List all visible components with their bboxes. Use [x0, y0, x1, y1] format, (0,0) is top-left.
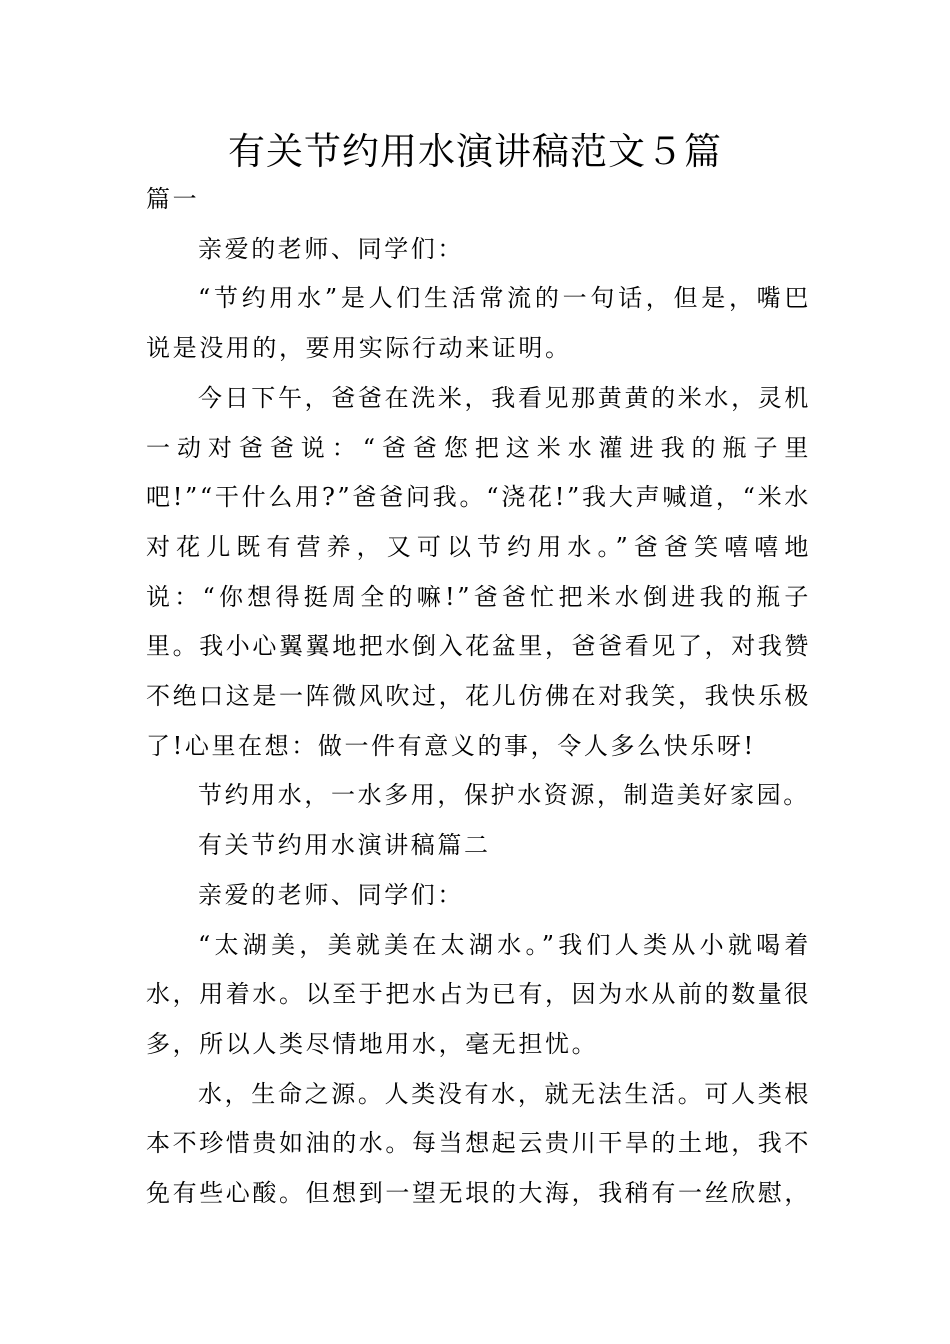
document-body [146, 175, 811, 1219]
paragraph: “节约用水”是人们生活常流的一句话，但是，嘴巴说是没用的，要用实际行动来证明。 [146, 284, 811, 363]
paragraph: “太湖美，美就美在太湖水。”我们人类从小就喝着水，用着水。以至于把水占为已有，因为水从前的数量很多，所以人类尽情地用水，毫无担忧。 [146, 930, 811, 1058]
section-heading: 篇一 [146, 185, 200, 213]
paragraph: 今日下午，爸爸在洗米，我看见那黄黄的米水，灵机一动对爸爸说：“爸爸您把这米水灌进我的瓶子里吧!”“干什么用?”爸爸问我。“浇花!”我大声喊道，“米水对花儿既有营养，又可以节约用水。”爸爸笑嘻嘻地说：“你想得挺周全的嘛!”爸爸忙把米水倒进我的瓶子里。我小心翼翼地把水倒入花盆里，爸爸看见了，对我赞不绝口这是一阵微风吹过，花儿仿佛在对我笑，我快乐极了!心里在想：做一件有意义的事，令人多么快乐呀! [146, 383, 811, 760]
salutation: 亲爱的老师、同学们： [198, 880, 464, 909]
section-heading: 有关节约用水演讲稿篇二 [198, 831, 491, 860]
document-title: 有关节约用水演讲稿范文５篇 [228, 130, 722, 173]
salutation: 亲爱的老师、同学们： [198, 234, 464, 263]
paragraph: 节约用水，一水多用，保护水资源，制造美好家园。 [198, 781, 810, 810]
paragraph: 水，生命之源。人类没有水，就无法生活。可人类根本不珍惜贵如油的水。每当想起云贵川干旱的土地，我不免有些心酸。但想到一望无垠的大海，我稍有一丝欣慰， [146, 1079, 811, 1208]
